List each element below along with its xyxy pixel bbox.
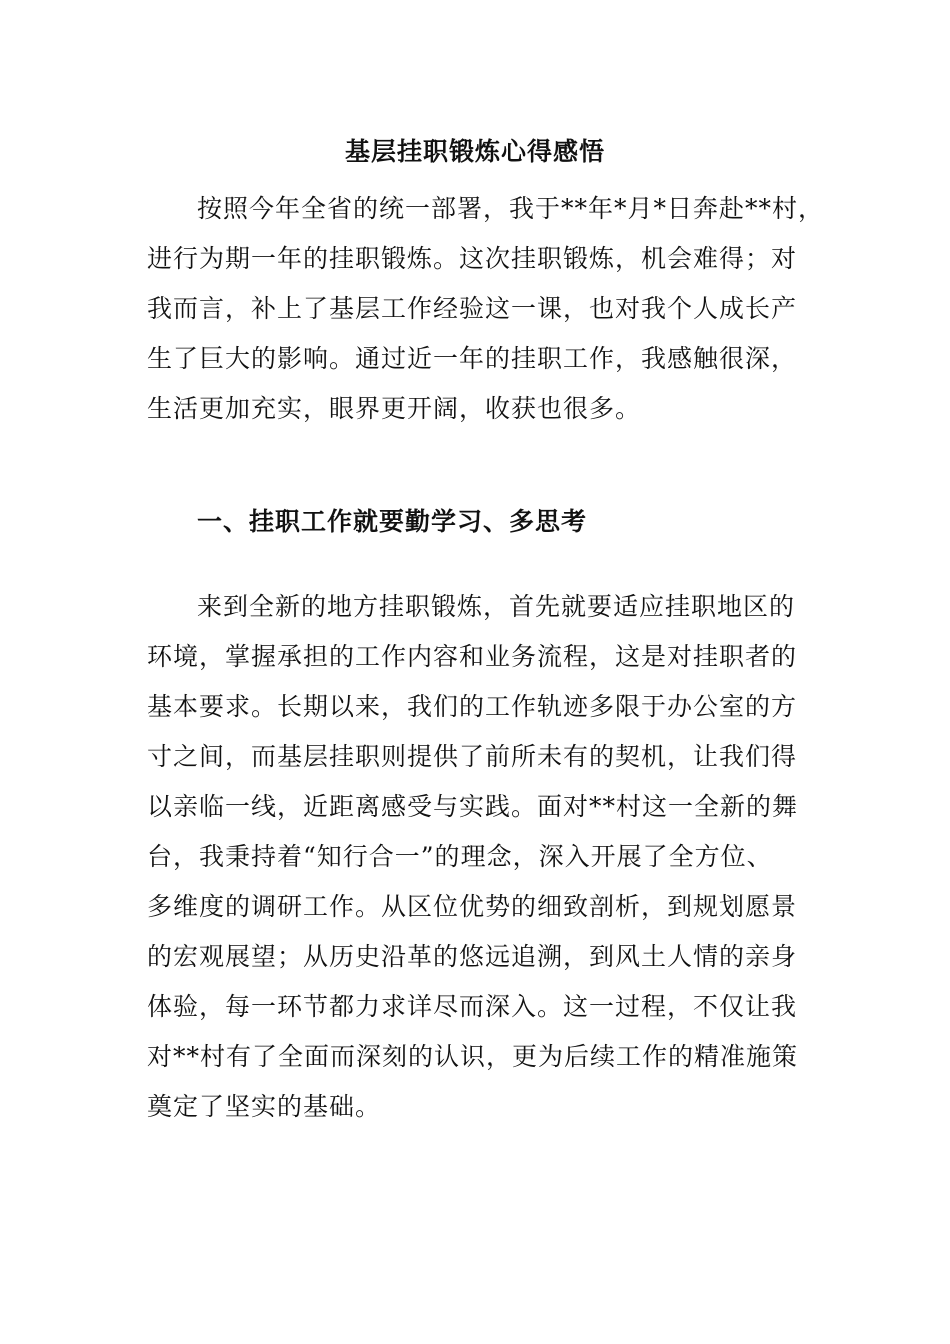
document-title: 基层挂职锻炼心得感悟 xyxy=(344,137,605,166)
paragraph-line: 奠定了坚实的基础。 xyxy=(147,1092,382,1121)
body-paragraph xyxy=(147,582,797,1132)
paragraph-line: 对**村有了全面而深刻的认识，更为后续工作的精准施策 xyxy=(147,1042,799,1071)
paragraph-line: 生了巨大的影响。通过近一年的挂职工作，我感触很深， xyxy=(147,344,798,373)
paragraph-line: 的宏观展望；从历史沿革的悠远追溯，到风土人情的亲身 xyxy=(147,942,798,971)
intro-paragraph xyxy=(147,184,825,434)
paragraph-line: 环境，掌握承担的工作内容和业务流程，这是对挂职者的 xyxy=(147,642,798,671)
paragraph-line: 以亲临一线，近距离感受与实践。面对**村这一全新的舞 xyxy=(147,792,799,821)
paragraph-line: 按照今年全省的统一部署，我于**年*月*日奔赴**村， xyxy=(197,194,825,223)
paragraph-line: 多维度的调研工作。从区位优势的细致剖析，到规划愿景 xyxy=(147,892,798,921)
paragraph-line: 台，我秉持着“知行合一”的理念，深入开展了全方位、 xyxy=(147,842,773,871)
paragraph-line: 寸之间，而基层挂职则提供了前所未有的契机，让我们得 xyxy=(147,742,798,771)
paragraph-line: 体验，每一环节都力求详尽而深入。这一过程，不仅让我 xyxy=(147,992,798,1021)
paragraph-line: 我而言，补上了基层工作经验这一课，也对我个人成长产 xyxy=(147,294,798,323)
paragraph-line: 进行为期一年的挂职锻炼。这次挂职锻炼，机会难得；对 xyxy=(147,244,798,273)
section-heading: 一、挂职工作就要勤学习、多思考 xyxy=(197,507,588,536)
paragraph-line: 基本要求。长期以来，我们的工作轨迹多限于办公室的方 xyxy=(147,692,798,721)
paragraph-line: 生活更加充实，眼界更开阔，收获也很多。 xyxy=(147,394,642,423)
paragraph-line: 来到全新的地方挂职锻炼，首先就要适应挂职地区的 xyxy=(197,592,796,621)
